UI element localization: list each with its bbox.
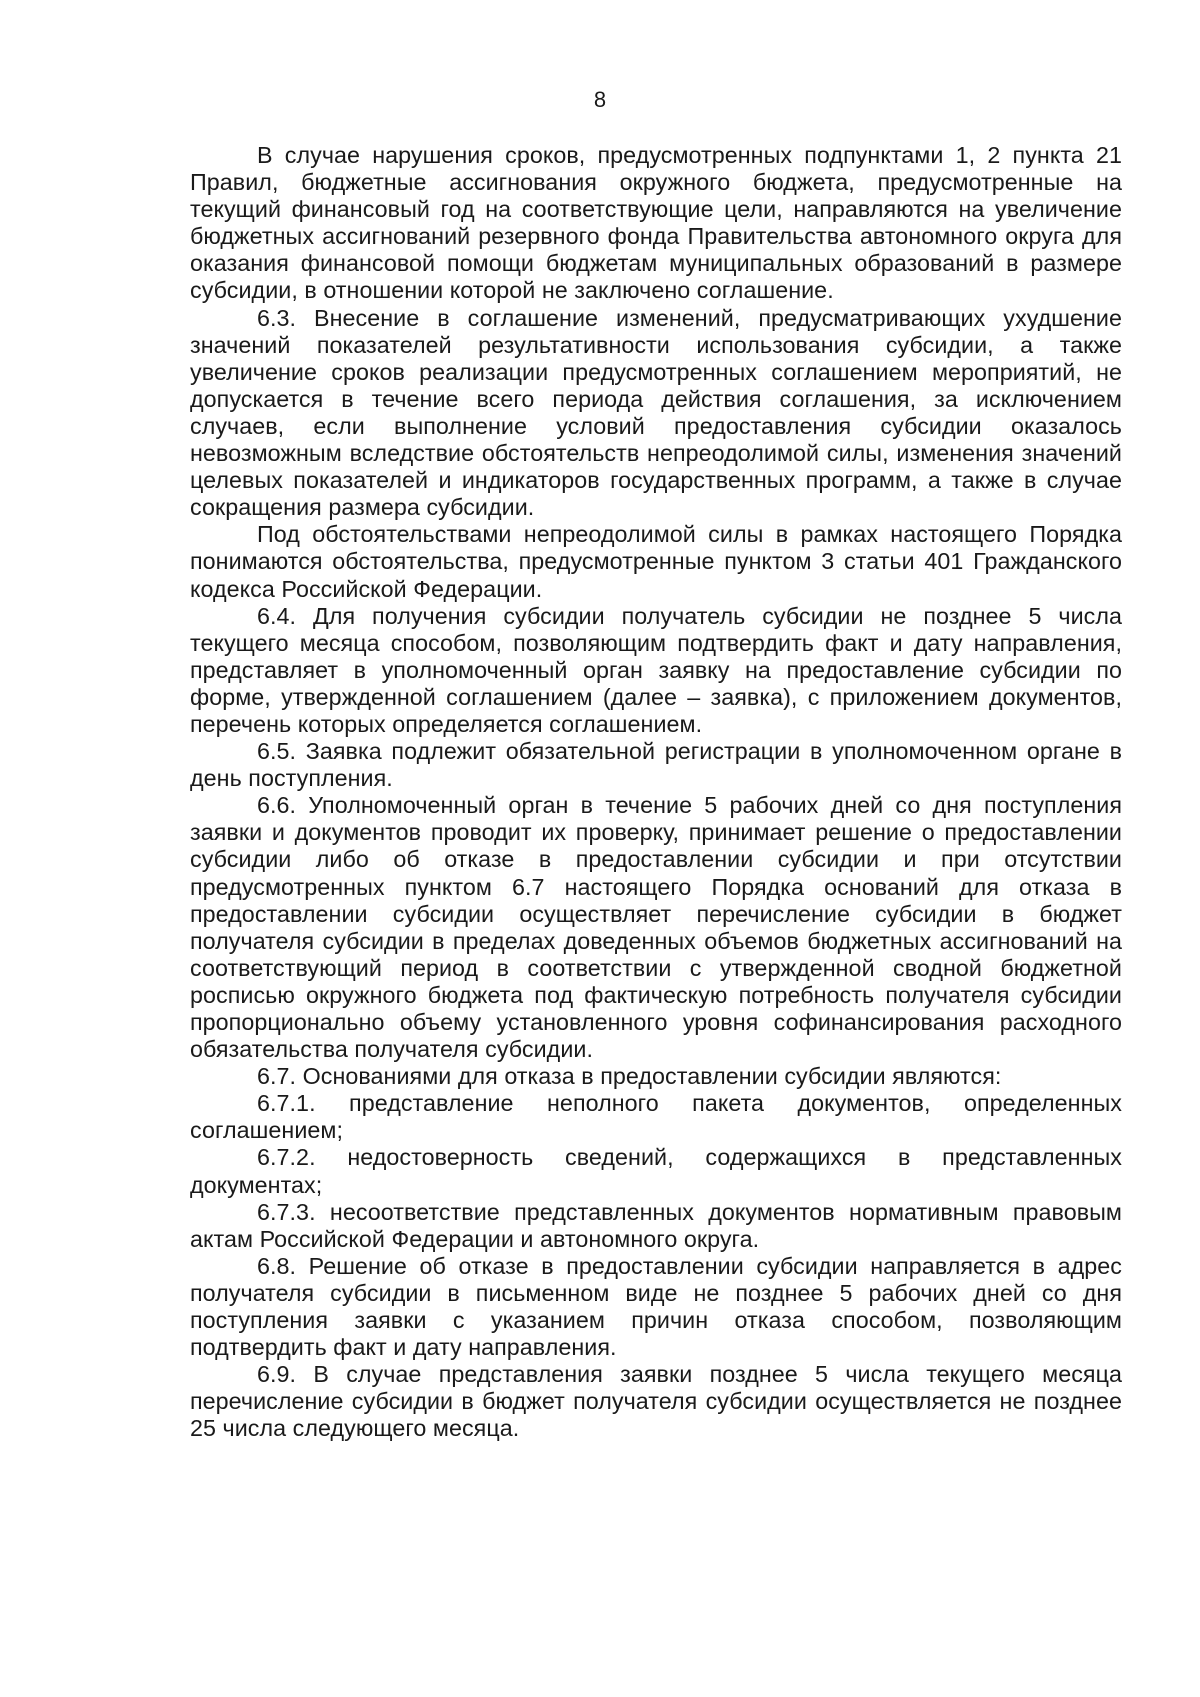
document-body	[190, 142, 1122, 1443]
paragraph-6-7-1: 6.7.1. представление неполного пакета документов, определенных соглашением;	[190, 1090, 1122, 1144]
paragraph-budget-allocation: В случае нарушения сроков, предусмотренных подпунктами 1, 2 пункта 21 Правил, бюджетные ассигнования окружного бюджета, предусмотренные на текущий финансовый год на соответствующие цели, направляются на увеличение бюджетных ассигнований резервного фонда Правительства автономного округа для оказания финансовой помощи бюджетам муниципальных образований в размере субсидии, в отношении которой не заключено соглашение.	[190, 142, 1122, 304]
paragraph-6-3: 6.3. Внесение в соглашение изменений, предусматривающих ухудшение значений показателей результативности использования субсидии, а также увеличение сроков реализации предусмотренных соглашением мероприятий, не допускается в течение всего периода действия соглашения, за исключением случаев, если выполнение условий предоставления субсидии оказалось невозможным вследствие обстоятельств непреодолимой силы, изменения значений целевых показателей и индикаторов государственных программ, а также в случае сокращения размера субсидии.	[190, 304, 1122, 521]
paragraph-6-7-2: 6.7.2. недостоверность сведений, содержащихся в представленных документах;	[190, 1144, 1122, 1198]
paragraph-force-majeure: Под обстоятельствами непреодолимой силы в рамках настоящего Порядка понимаются обстоятельства, предусмотренные пунктом 3 статьи 401 Гражданского кодекса Российской Федерации.	[190, 521, 1122, 602]
paragraph-6-8: 6.8. Решение об отказе в предоставлении субсидии направляется в адрес получателя субсидии в письменном виде не позднее 5 рабочих дней со дня поступления заявки с указанием причин отказа способом, позволяющим подтвердить факт и дату направления.	[190, 1252, 1122, 1361]
paragraph-6-4: 6.4. Для получения субсидии получатель субсидии не позднее 5 числа текущего месяца способом, позволяющим подтвердить факт и дату направления, представляет в уполномоченный орган заявку на предоставление субсидии по форме, утвержденной соглашением (далее – заявка), с приложением документов, перечень которых определяется соглашением.	[190, 602, 1122, 737]
page-number: 8	[593, 87, 607, 112]
paragraph-6-6: 6.6. Уполномоченный орган в течение 5 рабочих дней со дня поступления заявки и документов проводит их проверку, принимает решение о предоставлении субсидии либо об отказе в предоставлении субсидии и при отсутствии предусмотренных пунктом 6.7 настоящего Порядка оснований для отказа в предоставлении субсидии осуществляет перечисление субсидии в бюджет получателя субсидии в пределах доведенных объемов бюджетных ассигнований на соответствующий период в соответствии с утвержденной сводной бюджетной росписью окружного бюджета под фактическую потребность получателя субсидии пропорционально объему установленного уровня софинансирования расходного обязательства получателя субсидии.	[190, 792, 1122, 1063]
paragraph-6-7-3: 6.7.3. несоответствие представленных документов нормативным правовым актам Российской Федерации и автономного округа.	[190, 1198, 1122, 1252]
paragraph-6-7: 6.7. Основаниями для отказа в предоставлении субсидии являются:	[257, 1063, 1002, 1090]
paragraph-6-9: 6.9. В случае представления заявки позднее 5 числа текущего месяца перечисление субсидии в бюджет получателя субсидии осуществляется не позднее 25 числа следующего месяца.	[190, 1361, 1122, 1442]
paragraph-6-5: 6.5. Заявка подлежит обязательной регистрации в уполномоченном органе в день поступления.	[190, 738, 1122, 792]
